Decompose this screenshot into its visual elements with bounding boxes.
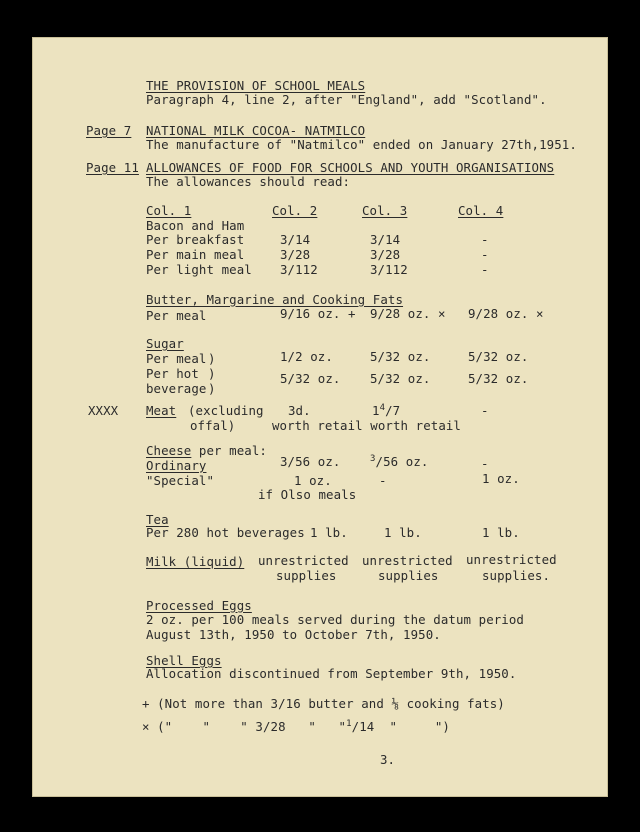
page-number: 3. [380,752,396,767]
column-header-4: Col. 4 [458,203,504,218]
milk-c2: unrestricted [258,553,349,568]
tea-label: Per 280 hot beverages [146,525,305,540]
processed-eggs-line1: 2 oz. per 100 meals served during the datum period [146,612,524,627]
cheese-ordinary-c2: 3/56 oz. [280,454,341,469]
milk-c4-cont: supplies. [482,568,551,583]
sugar-row1-c4: 5/32 oz. [468,349,529,364]
page-ref-11: Page 11 [86,160,139,175]
section-title-natmilco: NATIONAL MILK COCOA- NATMILCO [146,123,366,138]
bacon-row-c3: 3/28 [370,247,401,262]
shell-eggs-heading: Shell Eggs [146,653,222,668]
section-title-allowances: ALLOWANCES OF FOOD FOR SCHOOLS AND YOUTH ORGANISATIONS [146,160,555,175]
page-ref-7: Page 7 [86,123,132,138]
column-header-2: Col. 2 [272,203,318,218]
note-times-a: × (" " " 3/28 " " [142,719,347,734]
milk-c3-cont: supplies [378,568,439,583]
butter-c3: 9/28 oz. × [370,306,446,321]
sugar-row2-paren-cont: ) [208,381,216,396]
cheese-special-c4: 1 oz. [482,471,520,486]
meat-c3-rest: /7 [385,403,401,418]
meat-label-cont: offal) [190,418,236,433]
section-text-natmilco: The manufacture of "Natmilco" ended on January 27th,1951. [146,137,577,152]
section-title-school-meals: THE PROVISION OF SCHOOL MEALS [146,78,366,93]
column-header-3: Col. 3 [362,203,408,218]
sugar-row1-paren: ) [208,351,216,366]
bacon-row-label: Per light meal [146,262,252,277]
bacon-row-c2: 3/14 [280,232,311,247]
tea-heading: Tea [146,512,169,527]
milk-c2-cont: supplies [276,568,337,583]
sugar-row1-label: Per meal [146,351,207,366]
sugar-row2-c3: 5/32 oz. [370,371,431,386]
tea-c3: 1 lb. [384,525,422,540]
cheese-heading: Cheese [146,443,192,458]
processed-eggs-line2: August 13th, 1950 to October 7th, 1950. [146,627,441,642]
meat-mark: XXXX [88,403,119,418]
sugar-row2-label: Per hot [146,366,199,381]
note-times [142,720,450,736]
sugar-row1-c2: 1/2 oz. [280,349,333,364]
cheese-special-label: "Special" [146,473,215,488]
cheese-special-c2: 1 oz. [294,473,332,488]
note-times-sup: 1 [346,719,352,729]
processed-eggs-heading: Processed Eggs [146,598,252,613]
bacon-row-c2: 3/112 [280,262,318,277]
cheese-ordinary-label: Ordinary [146,458,207,473]
column-header-1: Col. 1 [146,203,192,218]
note-plus: + (Not more than 3/16 butter and ⅛ cooking fats) [142,696,505,711]
cheese-ordinary-c4: - [481,456,489,471]
sugar-heading: Sugar [146,336,184,351]
meat-label: (excluding [188,403,264,418]
butter-c4: 9/28 oz. × [468,306,544,321]
meat-c2: 3d. [288,403,311,418]
cheese-heading-line [146,444,267,458]
tea-c2: 1 lb. [310,525,348,540]
section-text-school-meals: Paragraph 4, line 2, after "England", add "Scotland". [146,92,547,107]
cheese-ordinary-c3-sup: 3 [370,454,376,464]
bacon-row-label: Per main meal [146,247,245,262]
milk-c4: unrestricted [466,552,557,567]
shell-eggs-line1: Allocation discontinued from September 9th, 1950. [146,666,517,681]
bacon-row-c2: 3/28 [280,247,311,262]
meat-c3-sup: 4 [379,403,386,413]
bacon-row-c3: 3/112 [370,262,408,277]
butter-label: Per meal [146,308,207,323]
meat-c3-num: 1 [372,403,380,418]
milk-c3: unrestricted [362,553,453,568]
bacon-row-c4: - [481,262,489,277]
bacon-heading: Bacon and Ham [146,218,245,233]
cheese-special-c3: - [379,473,387,488]
meat-heading: Meat [146,403,177,418]
sugar-row1-c3: 5/32 oz. [370,349,431,364]
sugar-row2-paren: ) [208,366,216,381]
cheese-heading-rest: per meal: [191,443,267,458]
bacon-row-label: Per breakfast [146,232,245,247]
note-times-b: /14 " ") [351,719,450,734]
bacon-row-c3: 3/14 [370,232,401,247]
bacon-row-c4: - [481,232,489,247]
butter-c2: 9/16 oz. + [280,306,356,321]
sugar-row2-c2: 5/32 oz. [280,371,341,386]
sugar-row2-c4: 5/32 oz. [468,371,529,386]
meat-worth: worth retail worth retail [272,418,461,433]
meat-c4: - [481,403,489,418]
cheese-ordinary-c3-rest: /56 oz. [375,454,429,469]
milk-heading: Milk (liquid) [146,554,245,569]
document-page [32,37,608,797]
sugar-row2-label-cont: beverage [146,381,207,396]
tea-c4: 1 lb. [482,525,520,540]
cheese-special-note: if Olso meals [258,487,357,502]
cheese-ordinary-c3 [370,455,428,471]
bacon-row-c4: - [481,247,489,262]
section-text-allowances: The allowances should read: [146,174,351,189]
butter-heading: Butter, Margarine and Cooking Fats [146,292,404,307]
